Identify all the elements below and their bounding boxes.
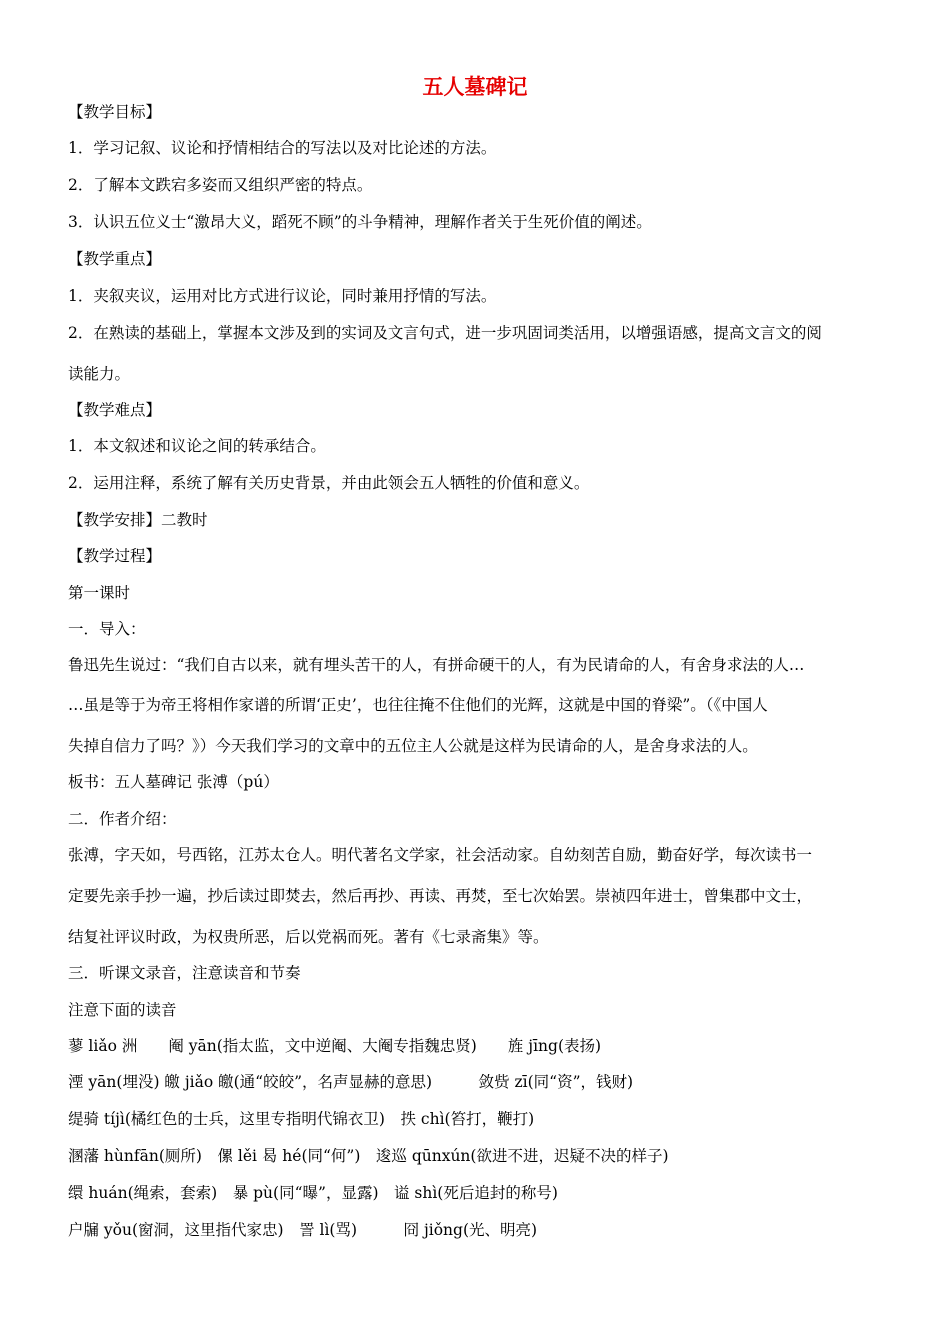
- author-paragraph-line-1: 张溥，字天如，号西铭，江苏太仓人。明代著名文学家，社会活动家。自幼刻苦自励，勤奋好学，每次读书一: [68, 846, 813, 864]
- pronunciation-line-6: 户牖 yǒu(窗洞，这里指代家忠) 詈 lì(骂) 冏 jiǒng(光、明亮): [68, 1221, 538, 1239]
- section-heading-key-points: 【教学重点】: [68, 250, 162, 268]
- section-heading-difficulties: 【教学难点】: [68, 401, 162, 419]
- intro-paragraph-line-1: 鲁迅先生说过：“我们自古以来，就有埋头苦干的人，有拼命硬干的人，有为民请命的人，有舍身求法的人…: [68, 656, 805, 674]
- pronunciation-line-5: 缳 huán(绳索，套索) 暴 pù(同“曝”，显露) 谥 shì(死后追封的称号): [68, 1184, 558, 1202]
- objective-3: 3．认识五位义士“激昂大义，蹈死不顾”的斗争精神，理解作者关于生死价值的阐述。: [68, 213, 652, 231]
- section-heading-objectives: 【教学目标】: [68, 103, 162, 121]
- listen-heading: 三．听课文录音，注意读音和节奏: [68, 964, 301, 982]
- author-paragraph-line-3: 结复社评议时政，为权贵所恶，后以党祸而死。著有《七录斋集》等。: [68, 928, 549, 946]
- intro-heading: 一．导入：: [68, 620, 146, 638]
- key-point-2-continued: 读能力。: [68, 365, 131, 383]
- difficulty-2: 2．运用注释，系统了解有关历史背景，并由此领会五人牺牲的价值和意义。: [68, 474, 590, 492]
- key-point-2: 2．在熟读的基础上，掌握本文涉及到的实词及文言句式，进一步巩固词类活用，以增强语感，提高文言文的阅: [68, 324, 822, 342]
- key-point-1: 1．夹叙夹议，运用对比方式进行议论，同时兼用抒情的写法。: [68, 287, 497, 305]
- author-heading: 二．作者介绍：: [68, 810, 177, 828]
- lesson-one-heading: 第一课时: [68, 584, 131, 602]
- pronunciation-line-4: 溷藩 hùnfān(厕所) 傫 lěi 曷 hé(同“何”) 逡巡 qūnxún(欲进不进，迟疑不决的样子): [68, 1147, 669, 1165]
- pronunciation-line-2: 湮 yān(埋没) 皦 jiǎo 皦(通“皎皎”，名声显赫的意思) 敛赀 zī(同“资”，钱财): [68, 1073, 634, 1091]
- section-heading-schedule: 【教学安排】二教时: [68, 511, 208, 529]
- intro-paragraph-line-2: …虽是等于为帝王将相作家谱的所谓‘正史’，也往往掩不住他们的光辉，这就是中国的脊梁”。（《中国人: [68, 696, 768, 714]
- pronunciation-line-1: 蓼 liǎo 洲 阉 yān(指太监，文中逆阉、大阉专指魏忠贤) 旌 jīng(表扬): [68, 1037, 602, 1055]
- difficulty-1: 1．本文叙述和议论之间的转承结合。: [68, 437, 326, 455]
- page-title: 五人墓碑记: [422, 74, 528, 99]
- blackboard-note: 板书：五人墓碑记 张溥（pú）: [68, 773, 279, 791]
- objective-2: 2．了解本文跌宕多姿而又组织严密的特点。: [68, 176, 373, 194]
- objective-1: 1．学习记叙、议论和抒情相结合的写法以及对比论述的方法。: [68, 139, 497, 157]
- section-heading-process: 【教学过程】: [68, 547, 162, 565]
- intro-paragraph-line-3: 失掉自信力了吗？》）今天我们学习的文章中的五位主人公就是这样为民请命的人，是舍身求法的人。: [68, 737, 758, 755]
- author-paragraph-line-2: 定要先亲手抄一遍，抄后读过即焚去，然后再抄、再读、再焚，至七次始罢。崇祯四年进士，曾集郡中文士，: [68, 887, 813, 905]
- pronunciation-line-3: 缇骑 tíjì(橘红色的士兵，这里专指明代锦衣卫) 抶 chì(笞打，鞭打): [68, 1110, 535, 1128]
- pronunciation-heading: 注意下面的读音: [68, 1001, 177, 1019]
